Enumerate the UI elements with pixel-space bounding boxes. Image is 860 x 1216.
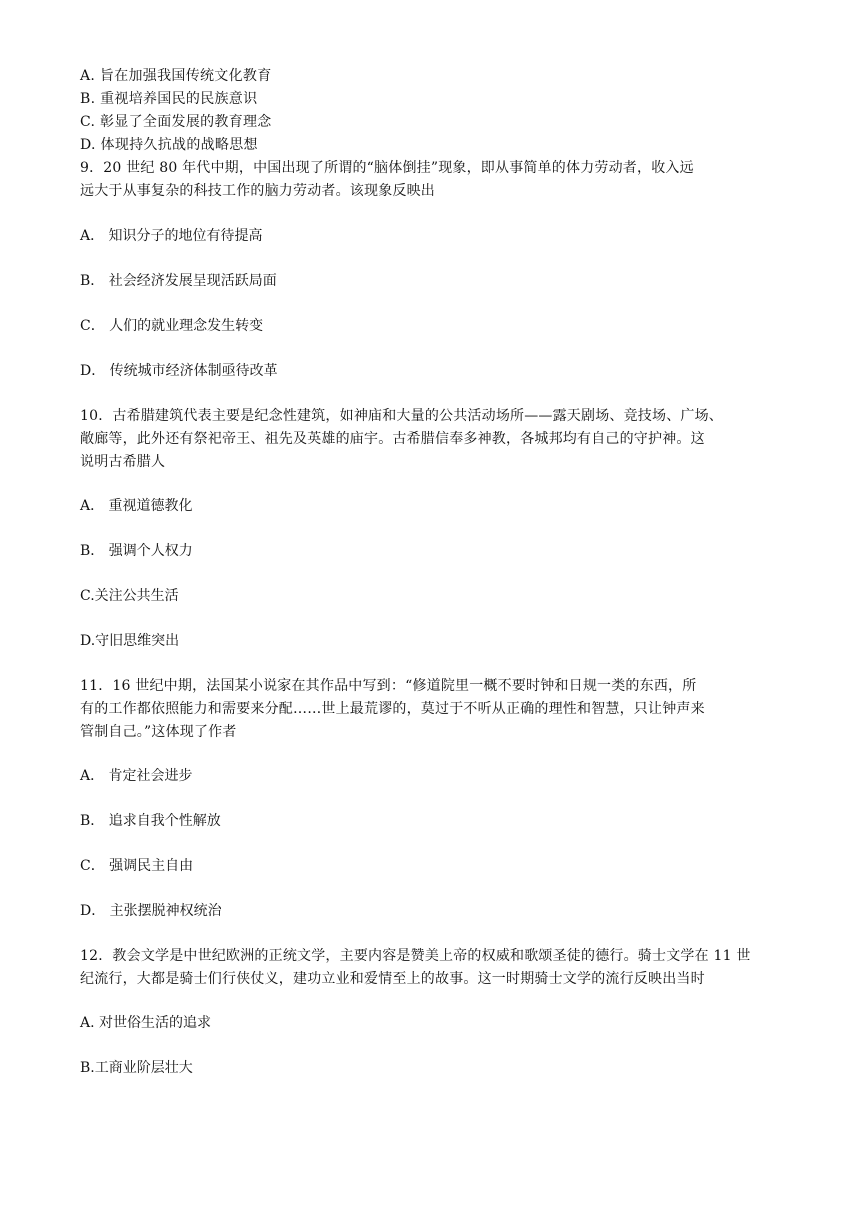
- prev-option-c: C. 彰显了全面发展的教育理念: [80, 114, 272, 130]
- q11-option-c: C． 强调民主自由: [80, 858, 194, 874]
- q12-stem-line-1: 12．教会文学是中世纪欧洲的正统文学，主要内容是赞美上帝的权威和歌颂圣徒的德行。骑士文学在 11 世: [80, 948, 751, 964]
- q10-stem-line-3: 说明古希腊人: [80, 454, 166, 470]
- q11-stem-line-1: 11．16 世纪中期，法国某小说家在其作品中写到：“修道院里一概不要时钟和日规一类的东西，所: [80, 678, 697, 694]
- q11-stem-line-2: 有的工作都依照能力和需要来分配……世上最荒谬的，莫过于不听从正确的理性和智慧，只让钟声来: [80, 701, 705, 717]
- q9-option-c: C． 人们的就业理念发生转变: [80, 318, 264, 334]
- q9-option-d: D． 传统城市经济体制亟待改革: [80, 363, 278, 379]
- q9-option-a: A． 知识分子的地位有待提高: [80, 228, 263, 244]
- q10-option-a: A． 重视道德教化: [80, 498, 193, 514]
- q11-option-d: D． 主张摆脱神权统治: [80, 903, 222, 919]
- q10-stem-line-2: 敞廊等，此外还有祭祀帝王、祖先及英雄的庙宇。古希腊信奉多神教，各城邦均有自己的守护神。这: [80, 431, 705, 447]
- q11-option-a: A． 肯定社会进步: [80, 768, 193, 784]
- q9-option-b: B． 社会经济发展呈现活跃局面: [80, 273, 277, 289]
- q11-option-b: B． 追求自我个性解放: [80, 813, 221, 829]
- q12-option-a: A. 对世俗生活的追求: [80, 1015, 212, 1031]
- q10-option-d: D.守旧思维突出: [80, 633, 180, 649]
- q9-stem-line-1: 9．20 世纪 80 年代中期，中国出现了所谓的“脑体倒挂”现象，即从事简单的体力劳动者，收入远: [80, 160, 694, 176]
- q10-stem-line-1: 10．古希腊建筑代表主要是纪念性建筑，如神庙和大量的公共活动场所——露天剧场、竞技场、广场、: [80, 408, 724, 424]
- q9-stem-line-2: 远大于从事复杂的科技工作的脑力劳动者。该现象反映出: [80, 183, 435, 199]
- q11-stem-line-3: 管制自己。”这体现了作者: [80, 724, 237, 740]
- q10-option-b: B． 强调个人权力: [80, 543, 193, 559]
- q12-stem-line-2: 纪流行，大都是骑士们行侠仗义，建功立业和爱情至上的故事。这一时期骑士文学的流行反映出当时: [80, 971, 705, 987]
- q10-option-c: C.关注公共生活: [80, 588, 179, 604]
- prev-option-a: A. 旨在加强我国传统文化教育: [80, 68, 272, 84]
- q12-option-b: B.工商业阶层壮大: [80, 1060, 193, 1076]
- prev-option-d: D. 体现持久抗战的战略思想: [80, 137, 258, 153]
- prev-option-b: B. 重视培养国民的民族意识: [80, 91, 258, 107]
